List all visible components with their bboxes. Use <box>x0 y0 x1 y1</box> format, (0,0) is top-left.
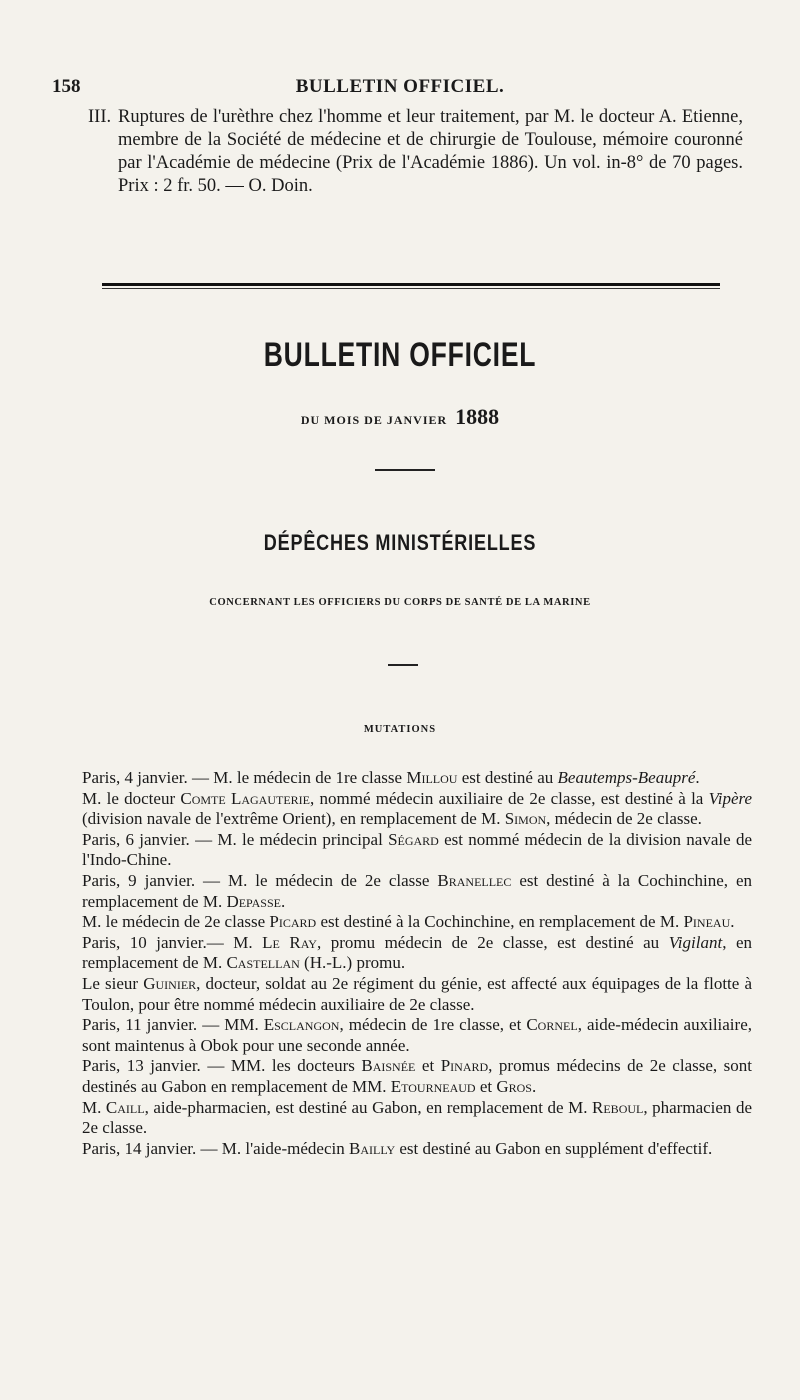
person-name: Ségard <box>388 829 439 849</box>
person-name: Le Ray <box>262 932 317 952</box>
mutation-entry <box>82 1015 752 1056</box>
mutations-heading: MUTATIONS <box>363 724 437 735</box>
mutation-entry <box>82 912 752 933</box>
running-title: BULLETIN OFFICIEL. <box>295 76 505 97</box>
person-name: Cornel <box>526 1015 578 1035</box>
mutation-entry <box>82 1056 752 1097</box>
entry-text: Paris, 9 janvier. — M. le médecin de 2e classe <box>82 870 438 890</box>
entry-text: . <box>695 768 700 787</box>
entry-text: et <box>415 1056 441 1076</box>
mutation-entry <box>82 768 752 789</box>
person-name: Etourneaud <box>390 1076 476 1096</box>
entry-text: Paris, 4 janvier. — M. le médecin de 1re classe <box>82 768 407 787</box>
entry-text: Le sieur <box>82 973 144 993</box>
person-name: Comte Lagauterie <box>180 788 311 808</box>
entry-text: (H.-L.) promu. <box>299 953 406 973</box>
bulletin-year: 1888 <box>455 404 500 429</box>
person-name: Baisnée <box>361 1056 416 1076</box>
mutation-entry <box>82 789 752 830</box>
entry-text: . <box>730 912 735 932</box>
section-divider-thin <box>102 288 720 289</box>
entry-text: , pharmacien de 2e classe. <box>82 1097 752 1138</box>
entry-text: , docteur, soldat au 2e régiment du génie, est affecté aux équipages de la flotte à Toulon, pour être nommé médecin auxiliaire de 2e classe. <box>82 973 752 1014</box>
mutation-entry <box>82 871 752 912</box>
ship-name: Beautemps-Beaupré <box>557 768 696 787</box>
entry-text: est destiné au Gabon en supplément d'effectif. <box>395 1138 713 1158</box>
bulletin-subtitle <box>0 404 800 430</box>
entry-text: est destiné à la Cochinchine, en remplacement de M. <box>82 870 752 911</box>
entry-text: est destiné à la Cochinchine, en remplacement de M. <box>316 912 684 932</box>
person-name: Simon <box>504 809 547 829</box>
item-text: Ruptures de l'urèthre chez l'homme et leur traitement, par M. le docteur A. Etienne, membre de la Société de médecine et de chirurgie de Toulouse, mémoire couronné par l'Académie de médecine (Prix de l'Académie 1886). Un vol. in-8° de 70 pages. Prix : 2 fr. 50. — O. Doin. <box>118 107 743 196</box>
person-name: Castellan <box>226 953 300 973</box>
entry-text: Paris, 6 janvier. — M. le médecin principal <box>82 829 389 849</box>
person-name: Reboul <box>592 1097 644 1117</box>
entry-text: , aide-pharmacien, est destiné au Gabon, en remplacement de M. <box>144 1097 593 1117</box>
bulletin-month: DU MOIS DE JANVIER <box>300 413 448 427</box>
person-name: Branellec <box>437 870 512 890</box>
mutation-entry <box>82 1139 752 1160</box>
section-divider <box>102 283 720 286</box>
bibliography-item <box>88 106 743 198</box>
person-name: Millou <box>406 768 458 787</box>
bulletin-title: BULLETIN OFFICIEL <box>263 336 537 374</box>
item-number: III. <box>88 107 112 127</box>
entry-text: Paris, 11 janvier. — MM. <box>82 1015 264 1035</box>
entry-text: est nommé médecin de la division navale de l'Indo-Chine. <box>82 829 752 870</box>
person-name: Picard <box>269 912 317 932</box>
ship-name: Vigilant <box>668 932 723 952</box>
short-divider-2 <box>388 664 418 666</box>
entry-text: est destiné au <box>457 768 558 787</box>
entry-text: M. <box>82 1097 106 1117</box>
entry-text: (division navale de l'extrême Orient), en remplacement de M. <box>82 809 505 829</box>
page-number: 158 <box>52 76 81 97</box>
person-name: Caill <box>105 1097 145 1117</box>
entry-text: , aide-médecin auxiliaire, sont maintenus à Obok pour une seconde année. <box>82 1015 752 1055</box>
page-header <box>52 76 748 104</box>
person-name: Gros <box>496 1076 532 1096</box>
person-name: Pinard <box>440 1056 489 1076</box>
entry-text: , promus médecins de 2e classe, sont destinés au Gabon en remplacement de MM. <box>82 1056 753 1096</box>
short-divider <box>375 469 435 471</box>
person-name: Depasse <box>226 891 281 911</box>
entry-text: , en remplacement de M. <box>82 932 752 973</box>
person-name: Guinier <box>143 973 197 993</box>
entry-text: M. le médecin de 2e classe <box>82 912 270 932</box>
mutation-entry <box>82 933 752 974</box>
entry-text: Paris, 13 janvier. — MM. les docteurs <box>82 1056 362 1076</box>
person-name: Esclangon <box>263 1015 340 1035</box>
entry-text: , médecin de 1re classe, et <box>339 1015 527 1035</box>
entry-text: M. le docteur <box>82 788 181 808</box>
person-name: Pineau <box>683 912 731 932</box>
mutation-entry <box>82 974 752 1015</box>
entry-text: , nommé médecin auxiliaire de 2e classe, est destiné à la <box>310 788 709 808</box>
mutation-entry <box>82 1098 752 1139</box>
ship-name: Vipère <box>708 788 753 808</box>
mutation-entry <box>82 830 752 871</box>
section-title: DÉPÊCHES MINISTÉRIELLES <box>263 530 537 555</box>
entry-text: , médecin de 2e classe. <box>546 809 702 829</box>
person-name: Bailly <box>348 1138 396 1158</box>
mutations-list <box>82 768 752 1159</box>
entry-text: Paris, 14 janvier. — M. l'aide-médecin <box>82 1138 349 1158</box>
entry-text: et <box>475 1076 497 1096</box>
entry-text: . <box>280 891 286 911</box>
entry-text: . <box>531 1076 537 1096</box>
entry-text: Paris, 10 janvier.— M. <box>82 932 263 952</box>
entry-text: , promu médecin de 2e classe, est destiné au <box>316 932 669 952</box>
section-subtitle: CONCERNANT LES OFFICIERS DU CORPS DE SANTÉ DE LA MARINE <box>209 597 591 608</box>
